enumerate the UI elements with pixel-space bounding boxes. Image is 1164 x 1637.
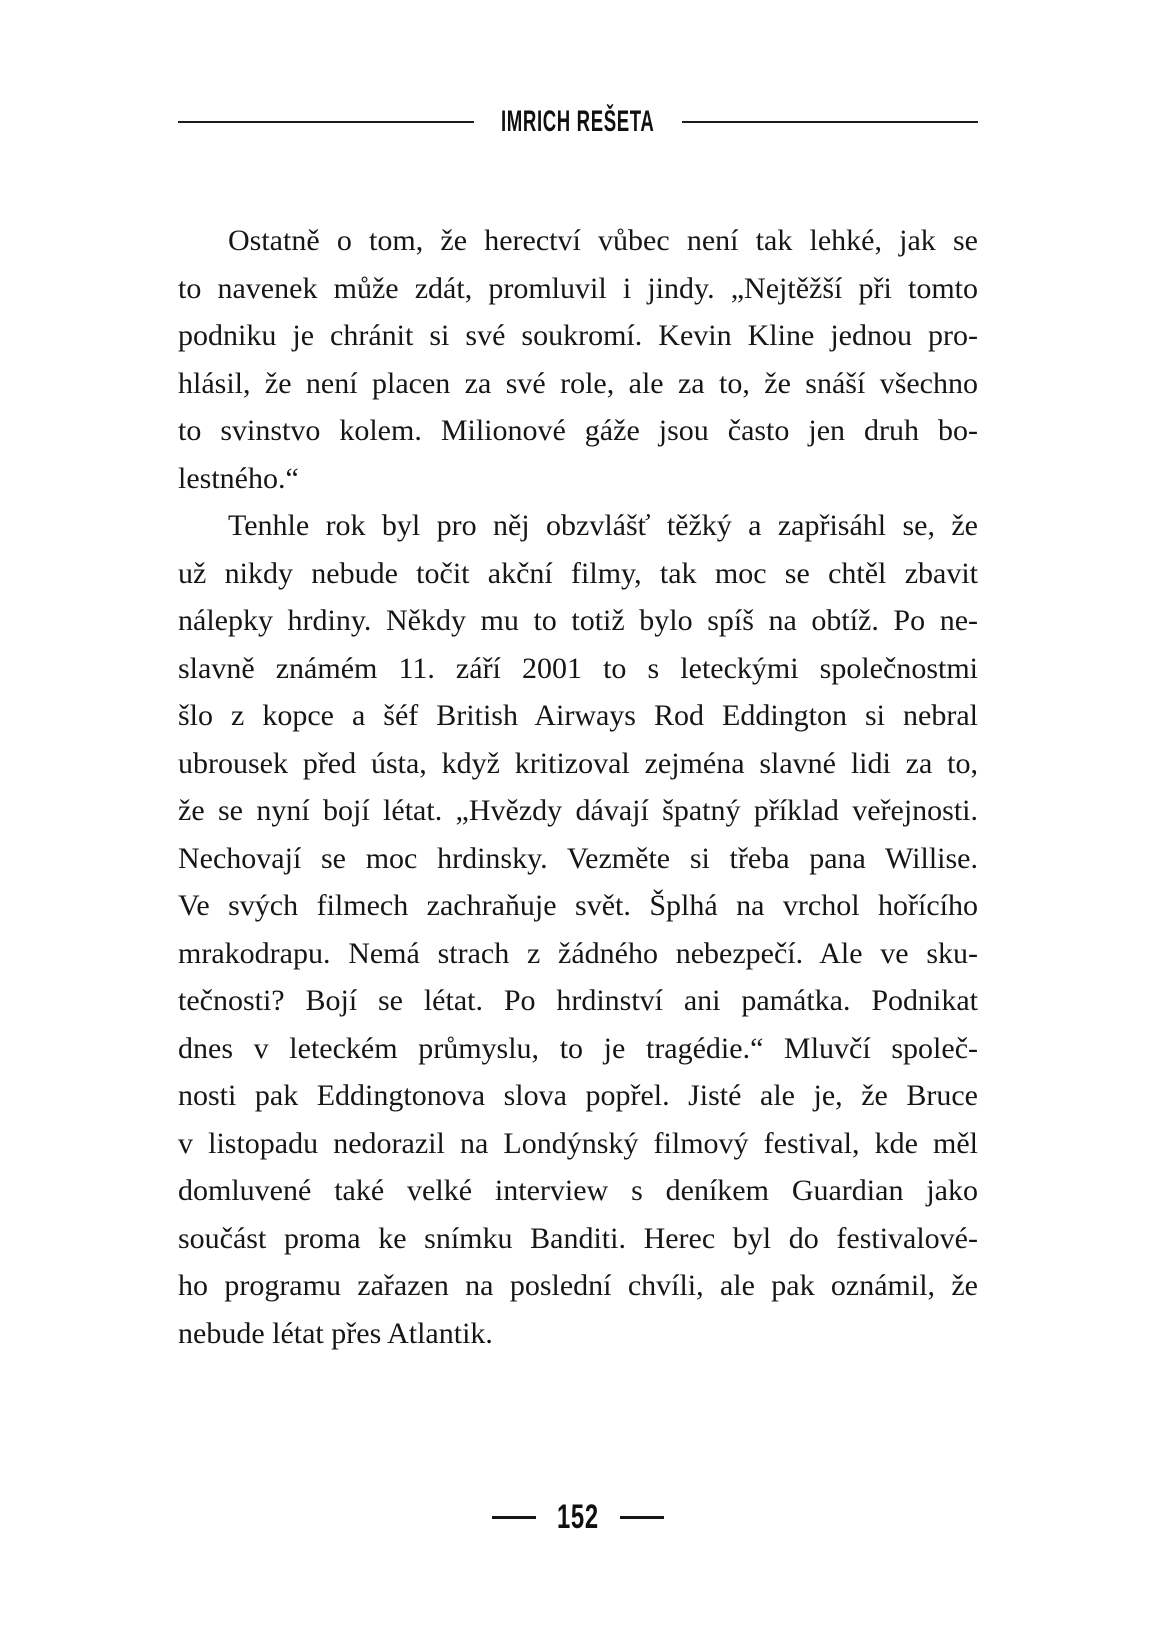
page-header	[178, 105, 978, 139]
page-footer	[178, 1498, 978, 1536]
text-line: v listopadu nedorazil na Londýnský filmový festival, kde měl	[178, 1126, 978, 1160]
text-line: Ve svých filmech zachraňuje svět. Šplhá na vrchol hořícího	[178, 889, 978, 922]
text-line: lestného.“	[178, 461, 299, 495]
text-line: podniku je chránit si své soukromí. Kevin Kline jednou pro-	[178, 319, 978, 352]
text-line: tečnosti? Bojí se létat. Po hrdinství ani památka. Podnikat	[178, 984, 978, 1017]
text-line: to svinstvo kolem. Milionové gáže jsou často jen druh bo-	[178, 414, 978, 447]
text-line: Nechovají se moc hrdinsky. Vezměte si třeba pana Willise.	[178, 841, 978, 875]
text-line: hlásil, že není placen za své role, ale za to, že snáší všechno	[178, 366, 978, 400]
header-rule-left	[178, 121, 474, 123]
folio-dash-right	[620, 1516, 664, 1519]
text-line: že se nyní bojí létat. „Hvězdy dávají špatný příklad veřejnosti.	[178, 794, 978, 827]
text-line: ubrousek před ústa, když kritizoval zejména slavné lidi za to,	[178, 746, 978, 780]
text-line: nosti pak Eddingtonova slova popřel. Jisté ale je, že Bruce	[178, 1079, 978, 1112]
text-line: součást proma ke snímku Banditi. Herec byl do festivalové-	[178, 1221, 978, 1255]
text-line: nálepky hrdiny. Někdy mu to totiž bylo spíš na obtíž. Po ne-	[178, 604, 978, 637]
text-line: domluvené také velké interview s deníkem Guardian jako	[178, 1174, 978, 1207]
paragraph	[178, 502, 978, 1357]
text-line: to navenek může zdát, promluvil i jindy. „Nejtěžší při tomto	[178, 271, 978, 305]
text-line: slavně známém 11. září 2001 to s leteckými společnostmi	[178, 651, 978, 685]
running-head-title: IMRICH REŠETA	[501, 105, 655, 138]
header-rule-right	[682, 121, 978, 123]
paragraph	[178, 217, 978, 502]
page-body	[178, 217, 978, 1357]
text-line: Tenhle rok byl pro něj obzvlášť těžký a zapřisáhl se, že	[228, 509, 978, 542]
folio-dash-left	[492, 1516, 536, 1519]
text-line: šlo z kopce a šéf British Airways Rod Eddington si nebral	[178, 699, 978, 732]
text-line: ho programu zařazen na poslední chvíli, ale pak oznámil, že	[178, 1269, 978, 1302]
text-line: dnes v leteckém průmyslu, to je tragédie.“ Mluvčí společ-	[178, 1031, 978, 1065]
page-number: 152	[557, 1497, 599, 1536]
text-line: mrakodrapu. Nemá strach z žádného nebezpečí. Ale ve sku-	[178, 936, 978, 970]
text-line: Ostatně o tom, že herectví vůbec není tak lehké, jak se	[228, 224, 978, 257]
text-line: už nikdy nebude točit akční filmy, tak moc se chtěl zbavit	[178, 556, 978, 590]
text-line: nebude létat přes Atlantik.	[178, 1316, 493, 1350]
